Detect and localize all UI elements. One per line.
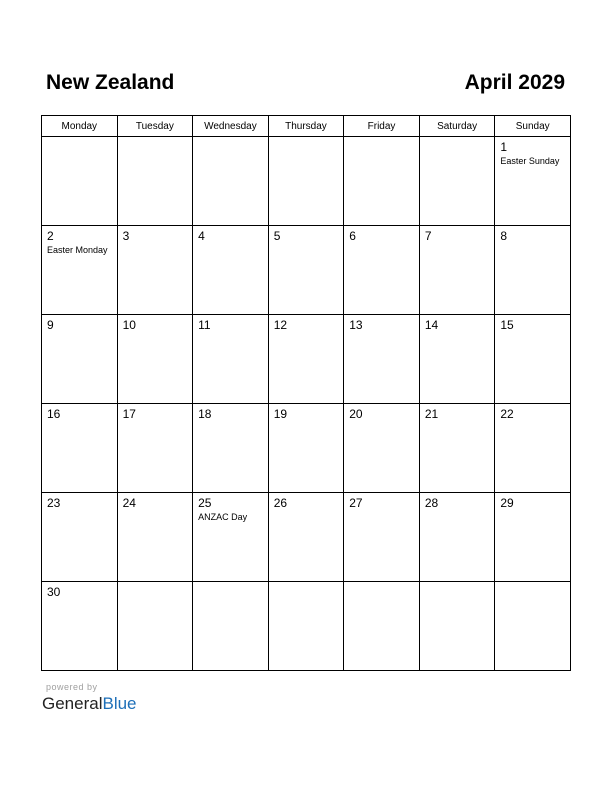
- day-cell: [495, 404, 571, 493]
- day-number: 25: [198, 496, 212, 510]
- day-cell: [419, 404, 495, 493]
- calendar-body: [42, 137, 571, 671]
- week-row: [42, 226, 571, 315]
- week-row: [42, 315, 571, 404]
- week-row: [42, 582, 571, 671]
- day-number: 16: [47, 407, 61, 421]
- weekday-header-row: [42, 116, 571, 137]
- day-number: 21: [424, 407, 439, 421]
- day-cell: [193, 315, 269, 404]
- day-cell: [268, 493, 344, 582]
- weekday-header: Friday: [344, 116, 420, 137]
- day-cell: [193, 582, 269, 671]
- day-cell: [344, 226, 420, 315]
- day-cell: [419, 226, 495, 315]
- day-number: [269, 137, 344, 141]
- day-number: 9: [47, 318, 54, 332]
- day-number: 26: [273, 496, 288, 510]
- day-number: 7: [424, 229, 432, 243]
- day-number: 12: [273, 318, 288, 332]
- calendar-country-title: New Zealand: [46, 71, 175, 94]
- day-cell: [42, 315, 118, 404]
- weekday-header: Thursday: [268, 116, 344, 137]
- day-number: [118, 582, 193, 586]
- brand-general-text: General: [42, 694, 103, 713]
- weekday-header: Wednesday: [193, 116, 269, 137]
- day-cell: [344, 137, 420, 226]
- day-cell: [117, 226, 193, 315]
- day-number: 24: [122, 496, 136, 510]
- day-cell: [495, 137, 571, 226]
- day-number: 18: [198, 407, 212, 421]
- day-cell: [268, 137, 344, 226]
- day-number: 30: [47, 585, 61, 599]
- day-number: [269, 582, 344, 586]
- brand-blue-text: Blue: [102, 694, 137, 713]
- day-cell: [117, 404, 193, 493]
- day-cell: [268, 226, 344, 315]
- holiday-label: Easter Monday: [47, 245, 108, 255]
- day-number: [193, 582, 268, 586]
- day-cell: [117, 137, 193, 226]
- day-number: [495, 582, 570, 586]
- day-cell: [344, 315, 420, 404]
- day-number: 29: [500, 496, 514, 510]
- day-cell: [344, 582, 420, 671]
- day-number: 20: [349, 407, 363, 421]
- weekday-header: Monday: [42, 116, 118, 137]
- day-number: 4: [198, 229, 205, 243]
- day-number: 14: [424, 318, 439, 332]
- day-number: [193, 137, 268, 141]
- day-cell: [268, 404, 344, 493]
- day-cell: [495, 315, 571, 404]
- day-cell: [344, 493, 420, 582]
- day-cell: [117, 315, 193, 404]
- weekday-header: Sunday: [495, 116, 571, 137]
- day-cell: [495, 493, 571, 582]
- day-number: 22: [500, 407, 514, 421]
- day-number: 5: [273, 229, 281, 243]
- calendar-grid: [41, 115, 571, 671]
- weekday-header: Saturday: [419, 116, 495, 137]
- day-cell: [193, 404, 269, 493]
- day-cell: [344, 404, 420, 493]
- holiday-label: ANZAC Day: [198, 512, 248, 522]
- day-number: [344, 137, 419, 141]
- day-cell: [495, 582, 571, 671]
- day-number: 19: [273, 407, 288, 421]
- calendar-month-title: April 2029: [464, 71, 565, 94]
- week-row: [42, 404, 571, 493]
- day-number: 23: [47, 496, 61, 510]
- day-cell: [268, 315, 344, 404]
- day-number: 8: [500, 229, 508, 243]
- day-number: 28: [424, 496, 439, 510]
- holiday-label: Easter Sunday: [500, 156, 560, 166]
- day-cell: [419, 137, 495, 226]
- week-row: [42, 493, 571, 582]
- day-number: 3: [122, 229, 130, 243]
- day-number: [344, 582, 419, 586]
- day-cell: [42, 226, 118, 315]
- day-number: 13: [349, 318, 363, 332]
- day-cell: [117, 493, 193, 582]
- day-cell: [495, 226, 571, 315]
- day-cell: [419, 582, 495, 671]
- day-number: 15: [500, 318, 514, 332]
- day-number: 1: [500, 140, 508, 154]
- generalblue-logo[interactable]: [42, 694, 137, 714]
- day-cell: [42, 137, 118, 226]
- week-row: [42, 137, 571, 226]
- day-cell: [42, 404, 118, 493]
- day-number: 11: [198, 318, 211, 332]
- day-cell: [117, 582, 193, 671]
- day-cell: [419, 315, 495, 404]
- day-cell: [193, 493, 269, 582]
- day-cell: [419, 493, 495, 582]
- day-number: 27: [349, 496, 363, 510]
- day-cell: [268, 582, 344, 671]
- day-number: 10: [122, 318, 136, 332]
- day-number: [42, 137, 117, 141]
- day-number: [420, 582, 495, 586]
- day-cell: [42, 582, 118, 671]
- day-number: 17: [122, 407, 136, 421]
- day-cell: [193, 137, 269, 226]
- weekday-header: Tuesday: [117, 116, 193, 137]
- powered-by-label: powered by: [46, 682, 98, 692]
- day-number: [118, 137, 193, 141]
- day-number: [420, 137, 495, 141]
- day-number: 2: [47, 229, 54, 243]
- day-cell: [193, 226, 269, 315]
- day-number: 6: [349, 229, 356, 243]
- day-cell: [42, 493, 118, 582]
